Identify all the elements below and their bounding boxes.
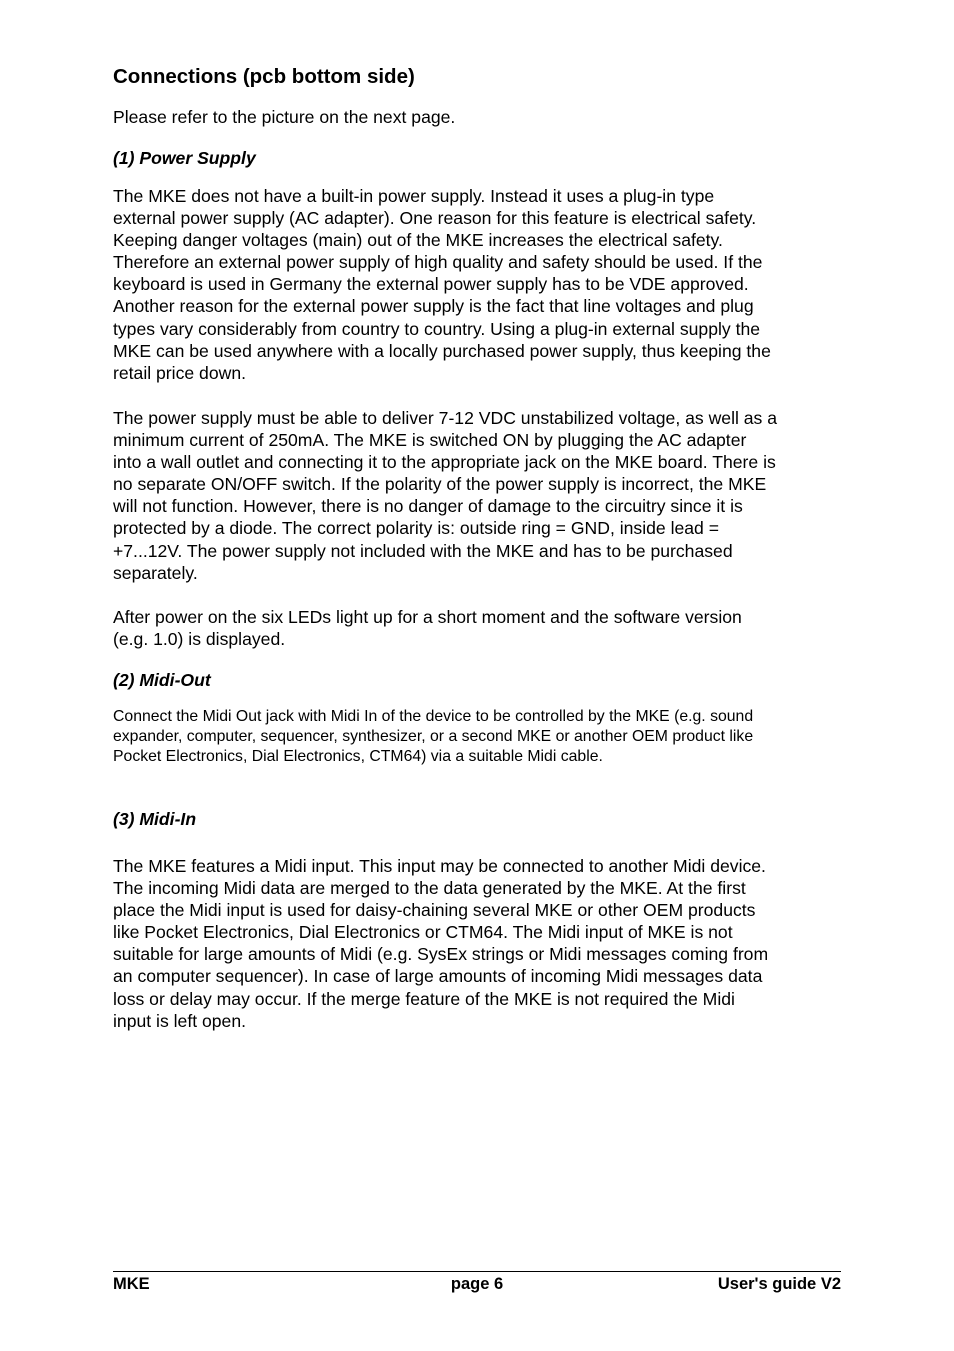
- text-line: MKE can be used anywhere with a locally purchased power supply, thus keeping the: [113, 340, 771, 361]
- intro-text: Please refer to the picture on the next page.: [113, 107, 456, 127]
- text-line: After power on the six LEDs light up for a short moment and the software version: [113, 607, 742, 627]
- text-line: loss or delay may occur. If the merge feature of the MKE is not required the Midi: [113, 988, 735, 1009]
- text-line: into a wall outlet and connecting it to the appropriate jack on the MKE board. There is: [113, 452, 776, 473]
- text-line: Pocket Electronics, Dial Electronics, CTM64) via a suitable Midi cable.: [113, 748, 603, 766]
- midi-out-paragraph: [113, 707, 853, 768]
- text-line: +7...12V. The power supply not included with the MKE and has to be purchased: [113, 540, 733, 561]
- text-line: The MKE does not have a built-in power supply. Instead it uses a plug-in type: [113, 186, 715, 206]
- text-line: protected by a diode. The correct polarity is: outside ring = GND, inside lead =: [113, 518, 720, 539]
- footer-divider: [113, 1271, 841, 1272]
- section-heading-midi-out: (2) Midi-Out: [113, 670, 211, 690]
- power-supply-paragraph-3: [113, 606, 853, 650]
- text-line: no separate ON/OFF switch. If the polarity of the power supply is incorrect, the MKE: [113, 474, 767, 495]
- page-title: Connections (pcb bottom side): [113, 65, 415, 88]
- text-line: The MKE features a Midi input. This input may be connected to another Midi device.: [113, 856, 766, 876]
- footer-page-number: page 6: [450, 1275, 504, 1293]
- text-line: Another reason for the external power supply is the fact that line voltages and plug: [113, 296, 754, 317]
- section-heading-midi-in: (3) Midi-In: [113, 809, 197, 829]
- midi-in-paragraph: [113, 855, 853, 1032]
- text-line: Connect the Midi Out jack with Midi In of the device to be controlled by the MKE (e.g. sound: [113, 708, 754, 725]
- text-line: like Pocket Electronics, Dial Electronics or CTM64. The Midi input of MKE is not: [113, 922, 733, 943]
- text-line: The incoming Midi data are merged to the data generated by the MKE. At the first: [113, 878, 746, 899]
- section-heading-power-supply: (1) Power Supply: [113, 148, 256, 168]
- text-line: Keeping danger voltages (main) out of the MKE increases the electrical safety.: [113, 230, 723, 251]
- text-line: (e.g. 1.0) is displayed.: [113, 629, 286, 650]
- text-line: an computer sequencer). In case of large amounts of incoming Midi messages data: [113, 966, 763, 987]
- text-line: will not function. However, there is no danger of damage to the circuitry since it is: [113, 496, 743, 517]
- footer-product-name: MKE: [113, 1275, 150, 1293]
- footer-guide-version: User's guide V2: [717, 1275, 841, 1293]
- text-line: minimum current of 250mA. The MKE is switched ON by plugging the AC adapter: [113, 430, 747, 451]
- text-line: place the Midi input is used for daisy-chaining several MKE or other OEM products: [113, 900, 756, 921]
- text-line: The power supply must be able to deliver 7-12 VDC unstabilized voltage, as well as a: [113, 408, 778, 428]
- text-line: types vary considerably from country to country. Using a plug-in external supply the: [113, 318, 761, 339]
- power-supply-paragraph-2: [113, 407, 853, 584]
- text-line: Therefore an external power supply of high quality and safety should be used. If the: [113, 252, 763, 273]
- text-line: separately.: [113, 562, 198, 583]
- text-line: expander, computer, sequencer, synthesizer, or a second MKE or another OEM product like: [113, 728, 754, 746]
- power-supply-paragraph-1: [113, 185, 853, 384]
- text-line: keyboard is used in Germany the external power supply has to be VDE approved.: [113, 274, 749, 295]
- page-footer: [113, 1273, 841, 1295]
- text-line: suitable for large amounts of Midi (e.g. SysEx strings or Midi messages coming from: [113, 944, 769, 965]
- text-line: input is left open.: [113, 1010, 247, 1031]
- text-line: external power supply (AC adapter). One reason for this feature is electrical safety.: [113, 208, 757, 229]
- text-line: retail price down.: [113, 362, 246, 383]
